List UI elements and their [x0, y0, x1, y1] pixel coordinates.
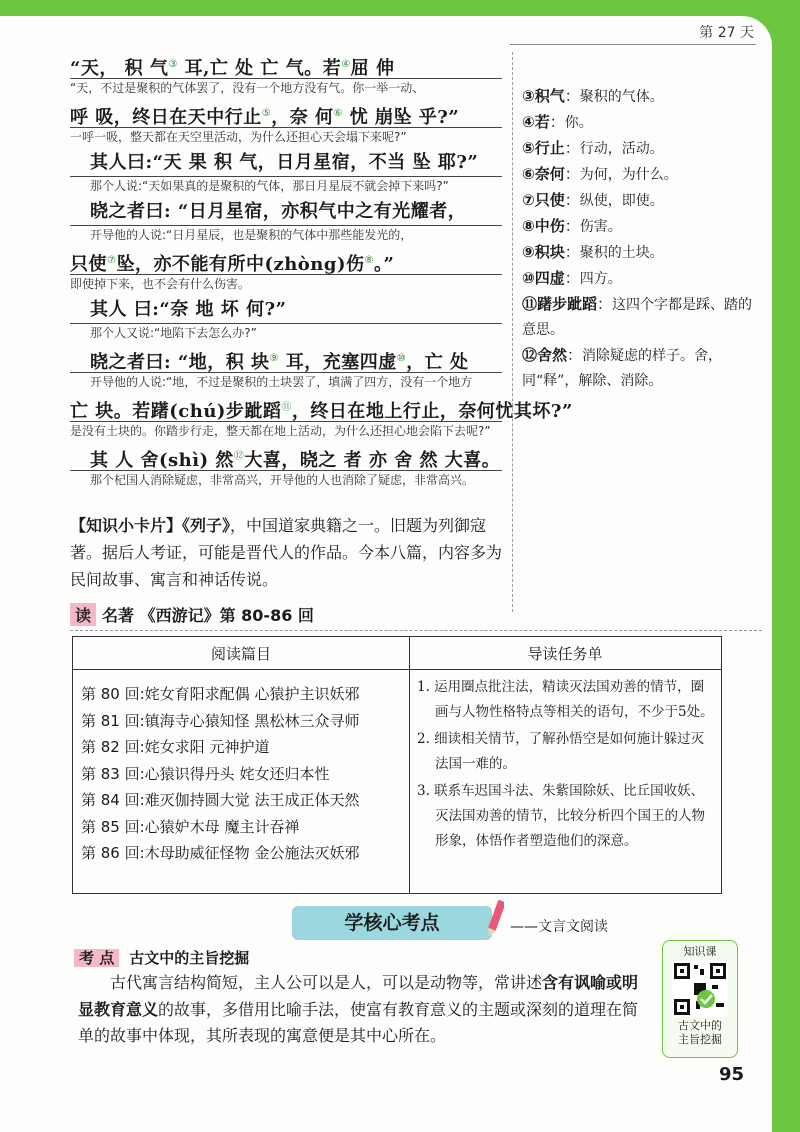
translation-line: 即使掉下来，也不会有什么伤害。	[70, 274, 502, 295]
task-item: 3. 联系车迟国斗法、朱紫国除妖、比丘国收妖、灭法国劝善的情节，比较分析四个国王的人物形象，体悟作者塑造他们的深意。	[417, 783, 705, 849]
original-text-line	[70, 199, 502, 225]
note-colon: ：	[549, 113, 565, 131]
note-definition: 伤害。	[579, 219, 622, 235]
note-definition: 行动，活动。	[579, 141, 664, 157]
note-term: ④若	[522, 113, 550, 131]
day-label: 第 27 天	[699, 25, 754, 41]
qr-caption-2: 主旨挖掘	[678, 1033, 722, 1046]
original-text-part: 晓之者曰: “日月星宿，亦积气中之有光耀者，	[90, 201, 467, 222]
original-text-line	[70, 248, 502, 274]
note-term: ⑤行止	[522, 139, 565, 157]
note-term: ③积气	[522, 87, 565, 105]
point-text-a: 古代寓言结构简短，主人公可以是人，可以是动物等，常讲述	[110, 973, 543, 992]
note-term: ⑧中伤	[522, 217, 565, 235]
note-marker: ⑨	[269, 353, 279, 364]
note-item	[522, 266, 762, 291]
note-marker: ⑥	[333, 108, 343, 119]
note-colon: ：	[597, 295, 613, 313]
translation-line: 那个杞国人消除疑虑，非常高兴，开导他的人也消除了疑虑，非常高兴。	[70, 470, 502, 491]
column-divider	[512, 52, 513, 612]
original-text-part: ，亡 处	[406, 352, 469, 373]
header-rule	[510, 44, 756, 45]
qr-code-box[interactable]	[662, 940, 738, 1058]
note-term: ⑥奈何	[522, 165, 565, 183]
note-definition: 你。	[564, 115, 593, 131]
note-item	[522, 292, 762, 342]
note-term: ⑪躇步跐蹈	[522, 295, 598, 313]
chapter-item: 第 80 回:姹女育阳求配偶 心猿护主识妖邪	[81, 685, 360, 703]
qr-caption-1: 古文中的	[678, 1019, 722, 1032]
note-item	[522, 188, 762, 213]
point-header	[74, 947, 249, 968]
note-colon: ：	[567, 346, 583, 364]
table-header-chapters: 阅读篇目	[210, 645, 271, 663]
translation-line: 是没有土块的。你踏步行走，整天都在地上活动，为什么还担心地会陷下去呢?”	[70, 421, 502, 442]
note-item	[522, 84, 762, 109]
note-marker: ⑦	[107, 255, 117, 266]
note-definition: 纵使，即使。	[579, 193, 664, 209]
original-text-part: ，奈 何	[271, 107, 334, 128]
original-text-part: 呼 吸，终日在天中行止	[70, 107, 262, 128]
table-header-tasks: 导读任务单	[527, 645, 603, 663]
note-item	[522, 136, 762, 161]
translation-line: “天，不过是聚积的气体罢了，没有一个地方没有气。你一举一动、	[70, 78, 502, 99]
page-number: 95	[718, 1064, 744, 1085]
original-text-part: 亡 块。若躇(chú)步跐蹈	[70, 401, 282, 422]
note-colon: ：	[564, 269, 580, 287]
card-text: ，中国道家典籍之一。旧题为列御寇著。据后人考证，可能是晋代人的作品。今本八篇，内容多为民间故事、寓言和神话传说。	[70, 516, 503, 589]
translation-line: 那个人又说:“地陷下去怎么办?”	[70, 323, 502, 344]
note-colon: ：	[564, 217, 580, 235]
note-colon: ：	[564, 191, 580, 209]
chapter-item: 第 84 回:难灭伽持圆大觉 法王成正体天然	[81, 791, 360, 809]
chapter-list	[81, 681, 405, 867]
note-term: ⑨积块	[522, 243, 565, 261]
task-item: 2. 细读相关情节，了解孙悟空是如何施计躲过灭法国一难的。	[417, 731, 705, 772]
original-text-part: 晓之者曰: “地，积 块	[90, 352, 270, 373]
chapter-item: 第 81 回:镇海寺心猿知怪 黑松林三众寻师	[81, 711, 360, 730]
core-section-subtitle: ——文言文阅读	[510, 919, 608, 935]
task-list	[417, 675, 715, 856]
original-text-line	[70, 346, 502, 372]
original-text-line	[70, 395, 573, 422]
translation-line: 那个人说:“天如果真的是聚积的气体，那日月星辰不就会掉下来吗?”	[70, 176, 502, 197]
reading-rule	[70, 630, 762, 631]
original-text-part: 只使	[70, 254, 107, 275]
card-title: 《列子》	[182, 516, 231, 535]
translation-line: 开导他的人说:“地，不过是聚积的土块罢了，填满了四方，没有一个地方	[70, 372, 502, 393]
note-item	[522, 214, 762, 239]
original-text-part: 。”	[373, 254, 395, 275]
knowledge-card	[70, 512, 502, 593]
note-colon: ：	[564, 243, 580, 261]
original-text-part: ，终日在地上行止，奈何忧其坏?”	[291, 401, 573, 422]
original-text-part: 忧 崩坠 乎?”	[342, 107, 460, 128]
original-text-line	[70, 52, 502, 78]
annotation-notes	[522, 84, 762, 394]
note-colon: ：	[564, 87, 580, 105]
original-text-part: 大喜，晓之 者 亦 舍 然 大喜。	[244, 450, 501, 471]
note-definition: 这四个字都是踩、踏的意思。	[522, 297, 753, 338]
point-badge: 考 点	[74, 949, 119, 967]
note-marker: ⑤	[261, 108, 272, 119]
original-text-line	[70, 444, 502, 470]
card-label: 【知识小卡片】	[70, 516, 183, 535]
original-text-part: “天， 积 气	[70, 58, 169, 79]
point-text-bold: 含有讽喻或明显教育意义	[78, 973, 639, 1019]
qr-code-icon[interactable]	[672, 961, 728, 1017]
note-definition: 消除疑虑的样子。舍，同“释”，解除、消除。	[522, 348, 723, 389]
original-text-part: 其人 曰:“奈 地 坏 何?”	[90, 299, 287, 320]
note-colon: ：	[564, 165, 580, 183]
qr-top-label: 知识课	[683, 945, 717, 958]
note-marker: ⑪	[281, 402, 292, 413]
original-text-part: 坠，亦不能有所中(zhòng)伤	[116, 254, 365, 275]
right-green-bar	[772, 0, 800, 1132]
original-text-part: 屈 伸	[350, 58, 395, 79]
note-definition: 四方。	[579, 271, 622, 287]
original-text-part: 其人曰:“天 果 积 气，日月星宿，不当 坠 耶?”	[90, 152, 479, 173]
task-item: 1. 运用圈点批注法，精读灭法国劝善的情节，圈画与人物性格特点等相关的语句，不少于5处。	[417, 679, 714, 720]
note-term: ⑩四虚	[522, 269, 565, 287]
original-text-line	[70, 101, 502, 127]
note-marker: ⑩	[396, 353, 407, 364]
table-column-divider	[409, 637, 410, 893]
original-text-part: 其 人 舍(shì) 然	[90, 450, 234, 471]
note-term: ⑦只使	[522, 191, 565, 209]
chapter-item: 第 82 回:姹女求阳 元神护道	[81, 738, 270, 756]
point-title: 古文中的主旨挖掘	[129, 949, 250, 967]
original-text-part: 耳，充塞四虚	[279, 352, 397, 373]
note-definition: 聚积的土块。	[579, 245, 664, 261]
chapter-item: 第 85 回:心猿妒木母 魔主计吞禅	[81, 817, 300, 836]
translation-line: 一呼一吸，整天都在天空里活动，为什么还担心天会塌下来呢?”	[70, 127, 502, 148]
note-item	[522, 162, 762, 187]
chapter-item: 第 86 回:木母助威征怪物 金公施法灭妖邪	[81, 844, 360, 862]
note-definition: 为何，为什么。	[579, 167, 678, 183]
point-text-b: 的故事，多借用比喻手法，使富有教育意义的主题或深刻的道理在简单的故事中体现，其所表现的寓意便是其中心所在。	[78, 999, 639, 1045]
original-text-line	[70, 297, 502, 323]
note-marker: ⑧	[364, 255, 374, 266]
original-text-line	[70, 150, 502, 176]
core-section-title: 学核心考点	[292, 906, 492, 940]
reading-title: 名著 《西游记》第 80-86 回	[102, 606, 314, 625]
translation-line: 开导他的人说:“日月星辰，也是聚积的气体中那些能发光的，	[70, 225, 502, 246]
reading-badge: 读	[70, 603, 96, 626]
note-item	[522, 343, 762, 393]
reading-header	[70, 603, 762, 629]
reading-table	[72, 636, 722, 894]
note-term: ⑫舍然	[522, 346, 568, 364]
note-item	[522, 240, 762, 265]
note-marker: ⑫	[233, 451, 245, 462]
note-definition: 聚积的气体。	[579, 89, 664, 105]
note-marker: ③	[168, 59, 178, 70]
original-text-part: 耳,亡 处 亡 气。若	[177, 58, 342, 79]
chapter-item: 第 83 回:心猿识得丹头 姹女还归本性	[81, 764, 330, 783]
note-item	[522, 110, 762, 135]
note-marker: ④	[341, 59, 351, 70]
point-text	[78, 970, 644, 1050]
note-colon: ：	[564, 139, 580, 157]
pencil-icon	[488, 898, 504, 940]
